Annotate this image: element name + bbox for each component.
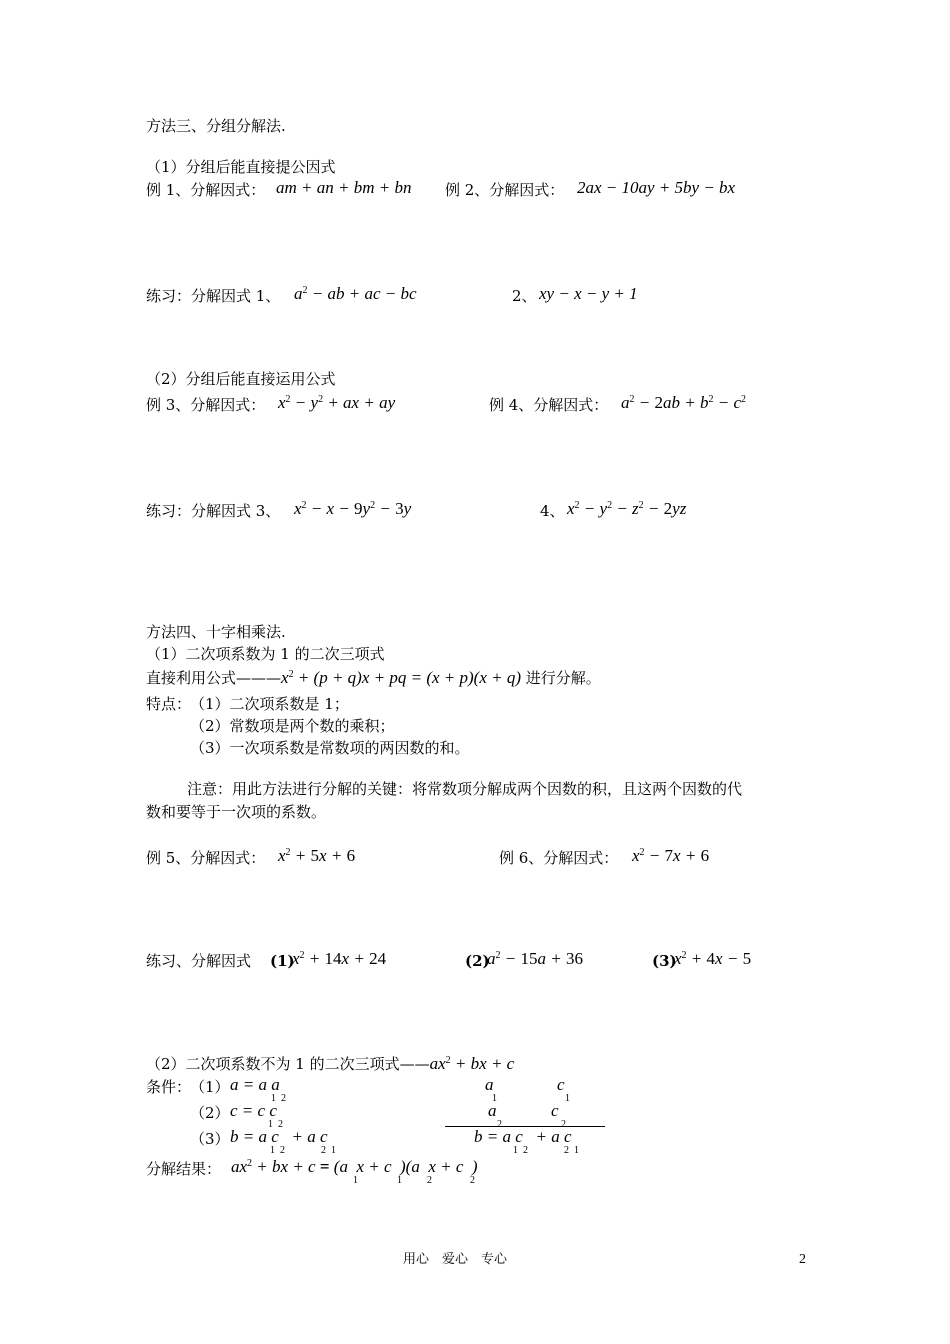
example4-label: 例 4、分解因式： (489, 396, 609, 414)
example1-expression: am + an + bm + bn (276, 178, 412, 197)
condition-2-label: （2） (190, 1104, 230, 1122)
method4-title: 方法四、十字相乘法. (146, 623, 286, 641)
cross-a2-sub: 2 (497, 1119, 502, 1130)
practice-expression-2: $a^2 - 15a + 36$ (487, 949, 583, 968)
practice-expression-3: $x^2 + 4x - 5$ (674, 949, 752, 968)
method4-sub1: （1）二次项系数为 1 的二次三项式 (146, 645, 385, 663)
result-sub-c2: 2 (470, 1175, 475, 1186)
feature-1: （1）二次项系数是 1； (190, 695, 349, 713)
practice-num-1: (1) (270, 952, 295, 970)
result-sub-a2: 2 (427, 1175, 432, 1186)
result-label: 分解结果： (146, 1160, 222, 1178)
result-sub-c1: 1 (397, 1175, 402, 1186)
method4-sub2: （2）二次项系数不为 1 的二次三项式$——ax^2$ + bx + c (146, 1054, 515, 1073)
result-sub-a1: 1 (353, 1175, 358, 1186)
cross-c2-sub: 2 (561, 1119, 566, 1130)
result-expression: $ax^2$ + bx + c = (a x + c )(a x + c ) (231, 1157, 478, 1176)
example2-expression: 2ax − 10ay + 5by − bx (577, 178, 736, 197)
example6-expression: $x^2 - 7x + 6$ (632, 846, 710, 865)
condition-3-label: （3） (190, 1130, 230, 1148)
condition-1-expression: a = a a (230, 1075, 280, 1094)
practice2-label: 2、 (512, 287, 537, 305)
cross-c1: c (557, 1075, 565, 1094)
practice2-expression: xy − x − y + 1 (539, 284, 638, 303)
footer-motto: 用心 爱心 专心 (403, 1252, 508, 1267)
condition-3-expression: b = a c + a c (230, 1127, 328, 1146)
method3-sub1: （1）分组后能直接提公因式 (146, 158, 336, 176)
cross-result-subscripts-b: 2 1 (564, 1145, 579, 1156)
method3-title: 方法三、分组分解法. (146, 117, 286, 135)
practice-num-3: (3) (652, 952, 677, 970)
method3-sub2: （2）分组后能直接运用公式 (146, 370, 336, 388)
cross-c2: c (551, 1101, 559, 1120)
practice3-expression: $x^2 - x - 9y^2 - 3y$ (294, 499, 412, 518)
practice1-label: 练习：分解因式 1、 (146, 287, 281, 305)
cross-a2: a (488, 1101, 497, 1120)
formula-line (146, 669, 601, 687)
formula-expression: $x^2 + (p + q)x$ + pq = (x + p)(x + q) (281, 668, 521, 687)
feature-label: 特点： (146, 695, 192, 713)
practice-label: 练习、分解因式 (146, 952, 252, 970)
condition-3-subscripts-b: 2 1 (321, 1145, 336, 1156)
note-line-1: 注意：用此方法进行分解的关键：将常数项分解成两个因数的积，且这两个因数的代 (187, 780, 743, 798)
cross-a1: a (485, 1075, 494, 1094)
condition-2-expression: c = c c (230, 1101, 277, 1120)
condition-label: 条件： (146, 1078, 192, 1096)
condition-3-subscripts-a: 1 2 (270, 1145, 285, 1156)
practice1-expression: $a^2$ − ab + ac − bc (294, 284, 417, 303)
formula-suffix: 进行分解。 (525, 669, 601, 687)
practice-num-2: (2) (465, 952, 490, 970)
example3-expression: $x^2 - y^2$ + ax + ay (278, 393, 396, 412)
example2-label: 例 2、分解因式： (445, 181, 565, 199)
condition-1-subscripts: 1 2 (271, 1093, 286, 1104)
cross-a1-sub: 1 (492, 1093, 497, 1104)
practice4-expression: $x^2 - y^2 - z^2 - 2yz$ (567, 499, 687, 518)
cross-result: b = a c + a c (474, 1127, 572, 1146)
page-number: 2 (799, 1252, 806, 1267)
practice4-label: 4、 (540, 502, 565, 520)
practice-expression-1: $x^2 + 14x + 24$ (292, 949, 387, 968)
note-line-2: 数和要等于一次项的系数。 (146, 803, 327, 821)
example5-expression: $x^2 + 5x + 6$ (278, 846, 356, 865)
practice3-label: 练习：分解因式 3、 (146, 502, 281, 520)
example6-label: 例 6、分解因式： (499, 849, 619, 867)
feature-2: （2）常数项是两个数的乘积； (190, 717, 395, 735)
condition-2-subscripts: 1 2 (268, 1119, 283, 1130)
example1-label: 例 1、分解因式： (146, 181, 266, 199)
example3-label: 例 3、分解因式： (146, 396, 266, 414)
example5-label: 例 5、分解因式： (146, 849, 266, 867)
example4-expression: $a^2 - 2ab + b^2 - c^2$ (621, 393, 746, 412)
feature-3: （3）一次项系数是常数项的两因数的和。 (190, 739, 470, 757)
formula-prefix: 直接利用公式——— (146, 669, 282, 687)
cross-result-subscripts-a: 1 2 (513, 1145, 528, 1156)
condition-1-label: （1） (190, 1078, 230, 1096)
cross-c1-sub: 1 (565, 1093, 570, 1104)
